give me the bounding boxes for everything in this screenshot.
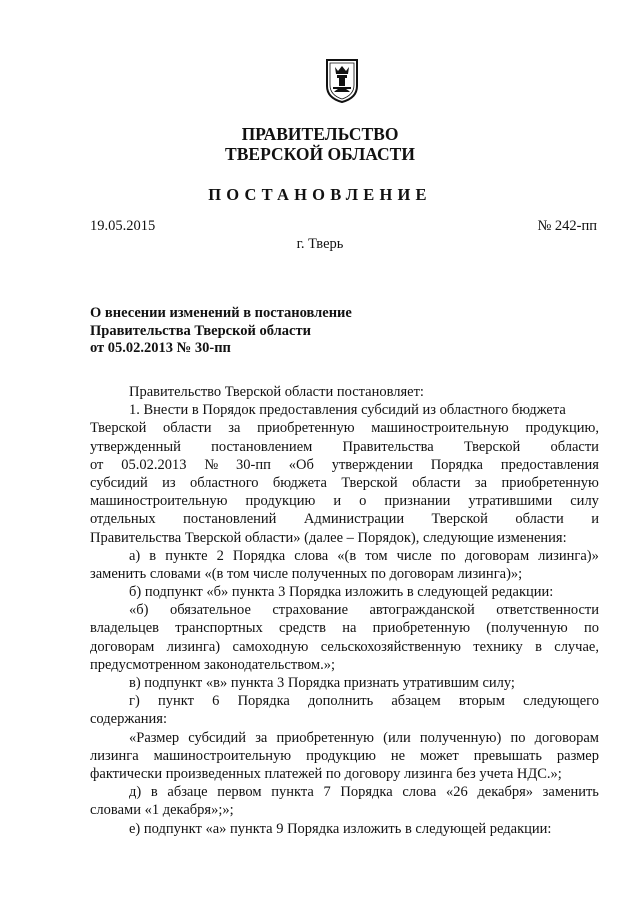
word: за: [228, 420, 241, 437]
word: Порядка: [430, 456, 483, 473]
body-line: [90, 492, 599, 510]
body-line: [90, 474, 599, 492]
word: в: [150, 784, 158, 801]
body-line: [90, 419, 599, 437]
word: приобретенную: [372, 620, 471, 637]
word: от: [90, 456, 104, 473]
word: заменить: [542, 784, 599, 801]
body-line: фактически произведенных платежей по договору лизинга без учета НДС.»;: [90, 765, 562, 782]
word: д): [129, 784, 142, 801]
tver-oblast-coat-of-arms-icon: [325, 58, 359, 104]
word: 2: [216, 547, 224, 564]
word: утверждении: [331, 456, 413, 473]
body-line: [90, 456, 599, 474]
word: обязательное: [169, 602, 251, 619]
gov-title-line1: ПРАВИТЕЛЬСТВО: [241, 124, 399, 144]
word: субсидий: [90, 474, 148, 491]
word: первом: [217, 784, 262, 801]
word: на: [342, 620, 357, 637]
word: слова: [402, 784, 437, 801]
subject-line: Правительства Тверской области: [90, 322, 311, 339]
word: сельскохозяйственную: [320, 638, 461, 655]
document-body: [90, 383, 599, 838]
body-line: [90, 510, 599, 528]
word: г): [129, 693, 140, 710]
body-line: [90, 638, 599, 656]
word: лизинга: [90, 747, 139, 764]
word: приобретенную: [257, 420, 355, 437]
body-line: е) подпункт «а» пункта 9 Порядка изложить в следующей редакции:: [129, 820, 552, 837]
word: том: [365, 547, 388, 564]
word: дополнить: [308, 693, 374, 710]
subject-line: от 05.02.2013 № 30-пп: [90, 340, 231, 356]
word: слова: [294, 547, 329, 564]
word: случае,: [554, 638, 599, 655]
word: самоходную: [232, 638, 309, 655]
body-line: 1. Внести в Порядок предоставления субсидий из областного бюджета: [129, 402, 566, 419]
body-line: [90, 547, 599, 565]
body-line: заменить словами «(в том числе полученных по договорам лизинга)»;: [90, 565, 523, 582]
body-line: б) подпункт «б» пункта 3 Порядка изложить в следующей редакции:: [129, 584, 554, 601]
word: 7: [323, 784, 331, 801]
word: силу: [570, 493, 599, 510]
word: области: [163, 420, 212, 437]
word: из: [162, 474, 176, 491]
word: по: [583, 620, 599, 637]
word: Тверской: [341, 474, 398, 491]
body-line: [90, 729, 599, 747]
word: договорам: [464, 547, 530, 564]
word: «(в: [337, 547, 357, 564]
word: лизинга): [166, 638, 221, 655]
word: субсидий: [188, 729, 247, 746]
word: пункте: [165, 547, 208, 564]
word: пункт: [157, 693, 194, 710]
word: пункта: [271, 784, 314, 801]
intro-line: Правительство Тверской области постановляет:: [129, 384, 424, 400]
body-line: [90, 692, 599, 710]
word: абзацем: [391, 693, 441, 710]
word: предоставления: [500, 456, 599, 473]
word: «б): [129, 602, 149, 619]
body-line: предусмотренном законодательством.»;: [90, 656, 335, 673]
word: приобретенную: [501, 474, 599, 491]
body-line: содержания:: [90, 711, 168, 728]
word: признании: [384, 493, 451, 510]
word: машиностроительную: [153, 747, 292, 764]
word: абзаце: [167, 784, 208, 801]
word: машиностроительную: [90, 493, 228, 510]
word: договорам: [90, 638, 155, 655]
body-line: в) подпункт «в» пункта 3 Порядка признать утратившим силу;: [129, 675, 515, 691]
word: продукцию,: [525, 420, 599, 437]
word: области: [550, 438, 599, 455]
document-subject: [90, 305, 420, 358]
word: (полученную: [486, 620, 568, 637]
word: превышать: [473, 747, 542, 764]
word: машиностроительную: [371, 420, 509, 437]
body-line: [90, 783, 599, 801]
word: страхование: [272, 602, 349, 619]
word: и: [591, 511, 599, 528]
word: за: [474, 474, 488, 491]
word: Порядка: [340, 784, 393, 801]
word: автогражданской: [369, 602, 475, 619]
word: по: [440, 547, 456, 564]
word: Администрации: [303, 511, 405, 528]
word: 05.02.2013: [121, 456, 187, 473]
word: размер: [556, 747, 599, 764]
body-line: [90, 601, 599, 619]
body-line: [90, 619, 599, 637]
word: области: [412, 474, 461, 491]
word: бюджета: [272, 474, 327, 491]
word: средств: [279, 620, 326, 637]
word: лизинга)»: [538, 547, 599, 564]
word: продукцию: [306, 747, 376, 764]
word: транспортных: [175, 620, 263, 637]
word: 30-пп: [236, 456, 271, 473]
word: за: [255, 729, 268, 746]
document-type-heading: ПОСТАНОВЛЕНИЕ: [208, 185, 432, 204]
word: продукцию: [245, 493, 316, 510]
subject-line: О внесении изменений в постановление: [90, 305, 352, 321]
word: о: [359, 493, 367, 510]
word: «Об: [288, 456, 314, 473]
word: Порядка: [237, 693, 290, 710]
word: может: [420, 747, 459, 764]
word: утвержденный: [90, 438, 181, 455]
body-line: [90, 747, 599, 765]
word: областного: [190, 474, 259, 491]
word: №: [204, 456, 219, 473]
word: отдельных: [90, 511, 156, 528]
gov-title-line2: ТВЕРСКОЙ ОБЛАСТИ: [225, 144, 415, 164]
word: Тверской: [90, 420, 147, 437]
word: Правительства: [342, 438, 434, 455]
word: в: [535, 638, 542, 655]
word: а): [129, 547, 141, 564]
word: Порядка: [232, 547, 286, 564]
word: декабря»: [477, 784, 534, 801]
word: в: [149, 547, 157, 564]
body-line: словами «1 декабря»;»;: [90, 802, 234, 819]
body-line: [90, 438, 599, 456]
word: постановлений: [183, 511, 277, 528]
word: 6: [212, 693, 220, 710]
word: Тверской: [463, 438, 521, 455]
word: ответственности: [496, 602, 599, 619]
word: области: [515, 511, 564, 528]
document-date: 19.05.2015: [90, 218, 156, 234]
word: договорам: [534, 729, 599, 746]
document-number: № 242-пп: [537, 218, 597, 234]
word: Тверской: [431, 511, 488, 528]
word: постановлением: [211, 438, 313, 455]
word: «Размер: [129, 729, 180, 746]
word: полученную): [419, 729, 502, 746]
body-line: Правительства Тверской области» (далее – Порядок), следующие изменения:: [90, 529, 567, 546]
word: (или: [383, 729, 411, 746]
word: по: [510, 729, 526, 746]
word: числе: [396, 547, 432, 564]
word: не: [390, 747, 406, 764]
word: утратившими: [468, 493, 553, 510]
word: технику: [473, 638, 523, 655]
word: вторым: [458, 693, 505, 710]
word: приобретенную: [276, 729, 374, 746]
word: следующего: [523, 693, 599, 710]
document-city: г. Тверь: [296, 236, 344, 252]
word: владельцев: [90, 620, 160, 637]
word: «26: [445, 784, 468, 801]
word: и: [333, 493, 342, 510]
